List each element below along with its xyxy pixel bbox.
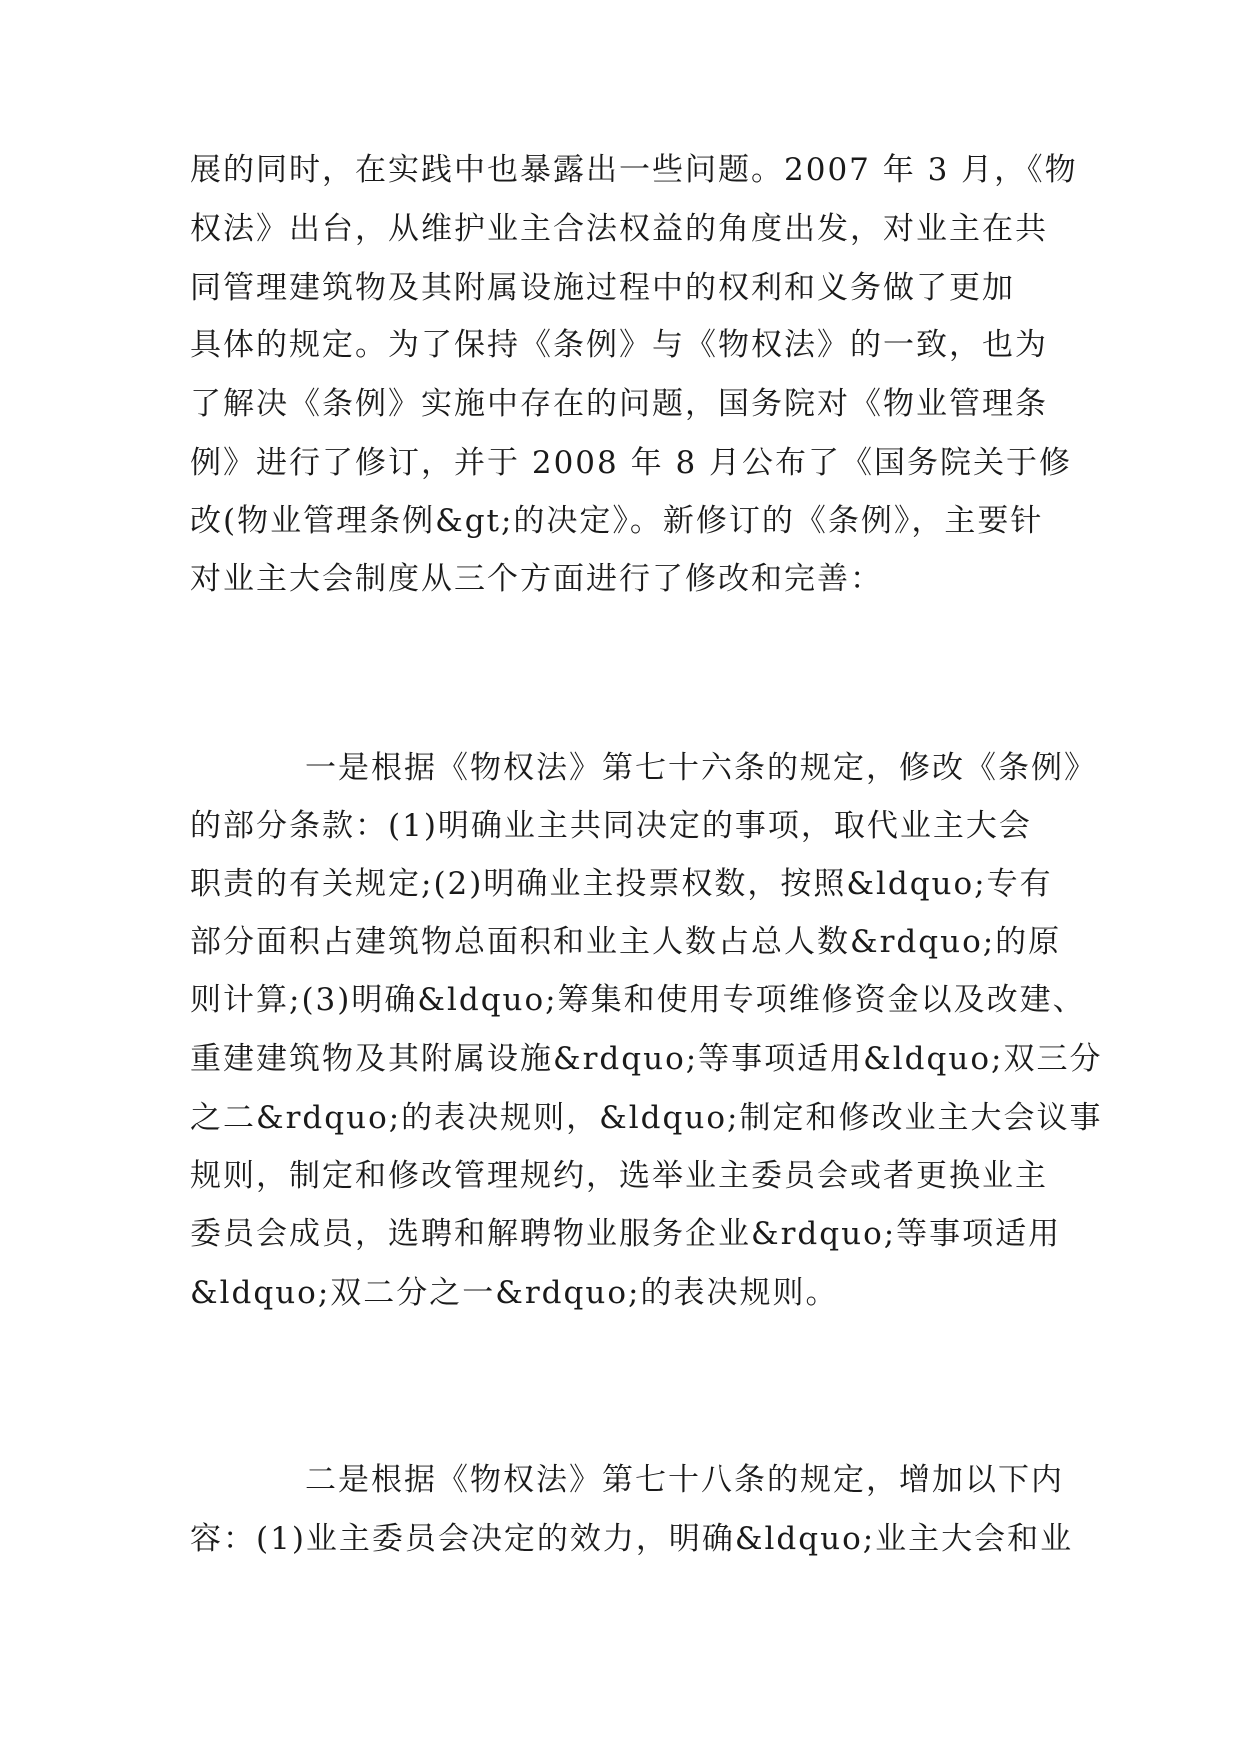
text-line: 重建建筑物及其附属设施&rdquo;等事项适用&ldquo;双三分 xyxy=(190,1041,1103,1077)
text-line: 改(物业管理条例&gt;的决定》。新修订的《条例》，主要针 xyxy=(190,503,1044,539)
text-line: 规则，制定和修改管理规约，选举业主委员会或者更换业主 xyxy=(190,1158,1048,1194)
text-line: 展的同时，在实践中也暴露出一些问题。2007 年 3 月，《物 xyxy=(190,152,1078,188)
text-line: 了解决《条例》实施中存在的问题，国务院对《物业管理条 xyxy=(190,386,1048,422)
text-line: 委员会成员，选聘和解聘物业服务企业&rdquo;等事项适用 xyxy=(190,1216,1062,1252)
text-line: 对业主大会制度从三个方面进行了修改和完善： xyxy=(190,561,883,597)
text-line: 同管理建筑物及其附属设施过程中的权利和义务做了更加 xyxy=(190,270,1015,306)
text-line: 则计算;(3)明确&ldquo;筹集和使用专项维修资金以及改建、 xyxy=(190,982,1086,1018)
text-line: &ldquo;双二分之一&rdquo;的表决规则。 xyxy=(190,1275,839,1311)
text-line: 二是根据《物权法》第七十八条的规定，增加以下内 xyxy=(305,1462,1064,1498)
text-line: 部分面积占建筑物总面积和业主人数占总人数&rdquo;的原 xyxy=(190,924,1062,960)
text-line: 一是根据《物权法》第七十六条的规定，修改《条例》 xyxy=(305,750,1097,786)
text-line: 容：(1)业主委员会决定的效力，明确&ldquo;业主大会和业 xyxy=(190,1521,1074,1557)
text-line: 权法》出台，从维护业主合法权益的角度出发，对业主在共 xyxy=(190,211,1048,247)
text-line: 具体的规定。为了保持《条例》与《物权法》的一致，也为 xyxy=(190,327,1048,363)
text-line: 职责的有关规定;(2)明确业主投票权数，按照&ldquo;专有 xyxy=(190,866,1053,902)
text-line: 的部分条款：(1)明确业主共同决定的事项，取代业主大会 xyxy=(190,808,1032,844)
text-line: 例》进行了修订，并于 2008 年 8 月公布了《国务院关于修 xyxy=(190,445,1073,481)
text-line: 之二&rdquo;的表决规则，&ldquo;制定和修改业主大会议事 xyxy=(190,1100,1103,1136)
